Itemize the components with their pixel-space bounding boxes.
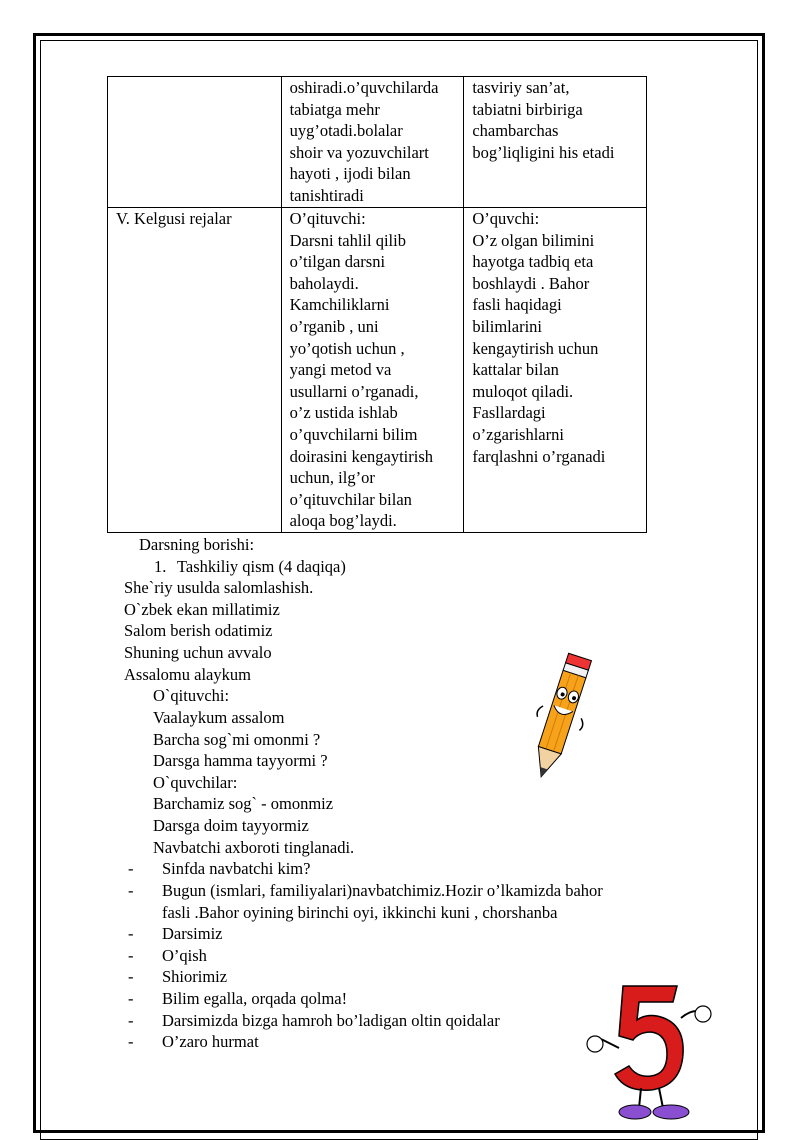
dialog-line: Vaalaykum assalom: [153, 708, 285, 727]
bullet-dash: -: [128, 989, 134, 1008]
bullet-dash: -: [128, 859, 134, 878]
bullet-dash: -: [128, 967, 134, 986]
bullet-item: Bugun (ismlari, familiyalari)navbatchimiz.Hozir o’lkamizda bahor: [162, 881, 603, 900]
table-row: [108, 208, 647, 533]
poem-line: O`zbek ekan millatimiz: [124, 600, 280, 619]
bullet-dash: -: [128, 881, 134, 900]
table-cell-student: O’quvchi: O’z olgan bilimini hayotga tadbiq eta boshlaydi . Bahor fasli haqidagi bilimlarini kengaytirish uchun kattalar bilan muloqot qiladi. Fasllardagi o’zgarishlarni farqlashni o’rganadi: [464, 208, 647, 533]
bullet-item: O’zaro hurmat: [162, 1032, 259, 1051]
dialog-line: O`quvchilar:: [153, 773, 238, 792]
pencil-cartoon-icon: [525, 652, 595, 792]
bullet-dash: -: [128, 924, 134, 943]
table-cell-empty: [108, 77, 282, 208]
bullet-dash: -: [128, 1011, 134, 1030]
section-heading: Darsning borishi:: [139, 535, 255, 554]
poem-line: Shuning uchun avvalo: [124, 643, 272, 662]
dialog-line: Barchamiz sog` - omonmiz: [153, 794, 334, 813]
list-item: Tashkiliy qism (4 daqiqa): [177, 557, 346, 576]
bullet-item-continued: fasli .Bahor oyining birinchi oyi, ikkinchi kuni , chorshanba: [162, 903, 558, 922]
table-row: [108, 77, 647, 208]
dialog-line: Darsga doim tayyormiz: [153, 816, 309, 835]
bullet-item: Shiorimiz: [162, 967, 228, 986]
lesson-plan-table: [107, 76, 647, 533]
bullet-item: Darsimizda bizga hamroh bo’ladigan oltin qoidalar: [162, 1011, 500, 1030]
bullet-item: Bilim egalla, orqada qolma!: [162, 989, 348, 1008]
poem-line: Salom berish odatimiz: [124, 621, 273, 640]
dialog-line: O`qituvchi:: [153, 686, 230, 705]
table-cell-row1-col2: oshiradi.o’quvchilarda tabiatga mehr uyg’otadi.bolalar shoir va yozuvchilart hayoti , ijodi bilan tanishtiradi: [281, 77, 464, 208]
dialog-line: Barcha sog`mi omonmi ?: [153, 730, 321, 749]
table-cell-teacher: O’qituvchi: Darsni tahlil qilib o’tilgan darsni baholaydi. Kamchiliklarni o’rganib , uni yo’qotish uchun , yangi metod va usullarni o’rganadi, o’z ustida ishlab o’quvchilarni bilim doirasini kengaytirish uchun, ilg’or o’qituvchilar bilan aloqa bog’laydi.: [281, 208, 464, 533]
bullet-item: O’qish: [162, 946, 207, 965]
dialog-line: Darsga hamma tayyormi ?: [153, 751, 328, 770]
list-number: 1.: [154, 557, 167, 576]
bullet-item: Darsimiz: [162, 924, 223, 943]
bullet-dash: -: [128, 1032, 134, 1051]
grade-five-mascot-icon: [585, 978, 715, 1128]
poem-line: She`riy usulda salomlashish.: [124, 578, 314, 597]
bullet-item: Sinfda navbatchi kim?: [162, 859, 311, 878]
table-cell-section-title: V. Kelgusi rejalar: [108, 208, 282, 533]
bullet-dash: -: [128, 946, 134, 965]
dialog-line: Navbatchi axboroti tinglanadi.: [153, 838, 355, 857]
poem-line: Assalomu alaykum: [124, 665, 251, 684]
table-cell-row1-col3: tasviriy san’at, tabiatni birbiriga chambarchas bog’liqligini his etadi: [464, 77, 647, 208]
